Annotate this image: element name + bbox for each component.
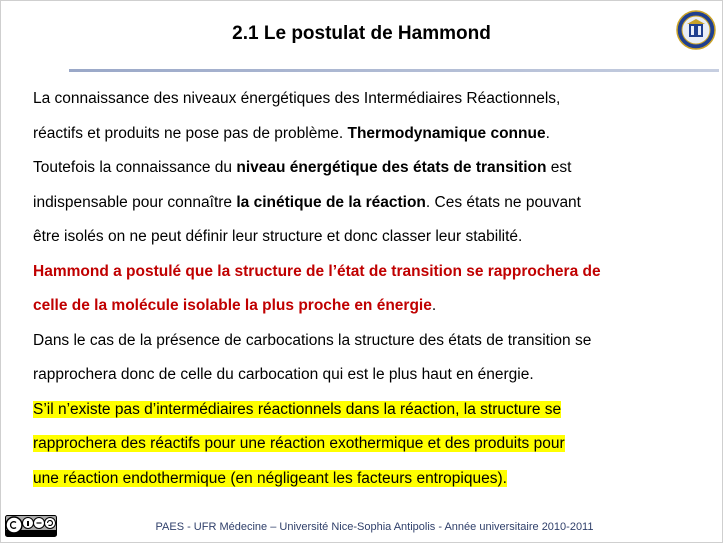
text-line [33, 427, 713, 462]
highlighted-text: rapprochera des réactifs pour une réaction exothermique et des produits pour [33, 435, 565, 452]
text-line [33, 186, 713, 221]
title-divider [69, 69, 719, 72]
highlighted-text: une réaction endothermique (en négligeant les facteurs entropiques). [33, 469, 507, 487]
text-span: être isolés on ne peut définir leur structure et donc classer leur stabilité. [33, 228, 523, 245]
footer-text: PAES - UFR Médecine – Université Nice-Sophia Antipolis - Année universitaire 2010-2011 [155, 521, 594, 533]
highlighted-text: S’il n’existe pas d’intermédiaires réactionnels dans la réaction, la structure se [33, 400, 562, 418]
text-span: Toutefois la connaissance du [33, 159, 237, 176]
text-line [33, 220, 713, 255]
text-line [33, 289, 713, 324]
bold-term: la cinétique de la réaction [236, 193, 426, 211]
text-line [33, 358, 713, 393]
text-span: . [431, 297, 437, 314]
text-span: . [545, 124, 550, 142]
hammond-postulate-statement: celle de la molécule isolable la plus proche en énergie [33, 297, 432, 314]
text-line [33, 255, 713, 290]
text-span: rapprochera donc de celle du carbocation qui est le plus haut en énergie. [33, 366, 534, 383]
bold-term: niveau énergétique des états de transition [236, 159, 547, 176]
bold-term: Thermodynamique connue [347, 124, 546, 142]
text-span: est [546, 159, 572, 176]
text-span: indispensable pour connaître [33, 193, 237, 211]
slide-body [33, 82, 713, 496]
hammond-postulate-statement: Hammond a postulé que la structure de l’état de transition se rapprochera de [33, 262, 601, 280]
slide-title: 2.1 Le postulat de Hammond [232, 23, 491, 44]
text-line [33, 462, 713, 497]
text-line [33, 151, 713, 186]
text-line [33, 82, 713, 117]
text-line [33, 117, 713, 152]
faculte-de-medecine-seal-icon [676, 10, 716, 50]
text-line [33, 393, 713, 428]
slide-footer [1, 515, 722, 541]
text-line [33, 324, 713, 359]
text-span: Dans le cas de la présence de carbocations la structure des états de transition se [33, 331, 592, 349]
text-span: La connaissance des niveaux énergétiques des Intermédiaires Réactionnels, [33, 90, 561, 107]
text-span: réactifs et produits ne pose pas de problème. [33, 124, 348, 142]
slide-header [1, 1, 722, 67]
text-span: . Ces états ne pouvant [425, 193, 581, 211]
